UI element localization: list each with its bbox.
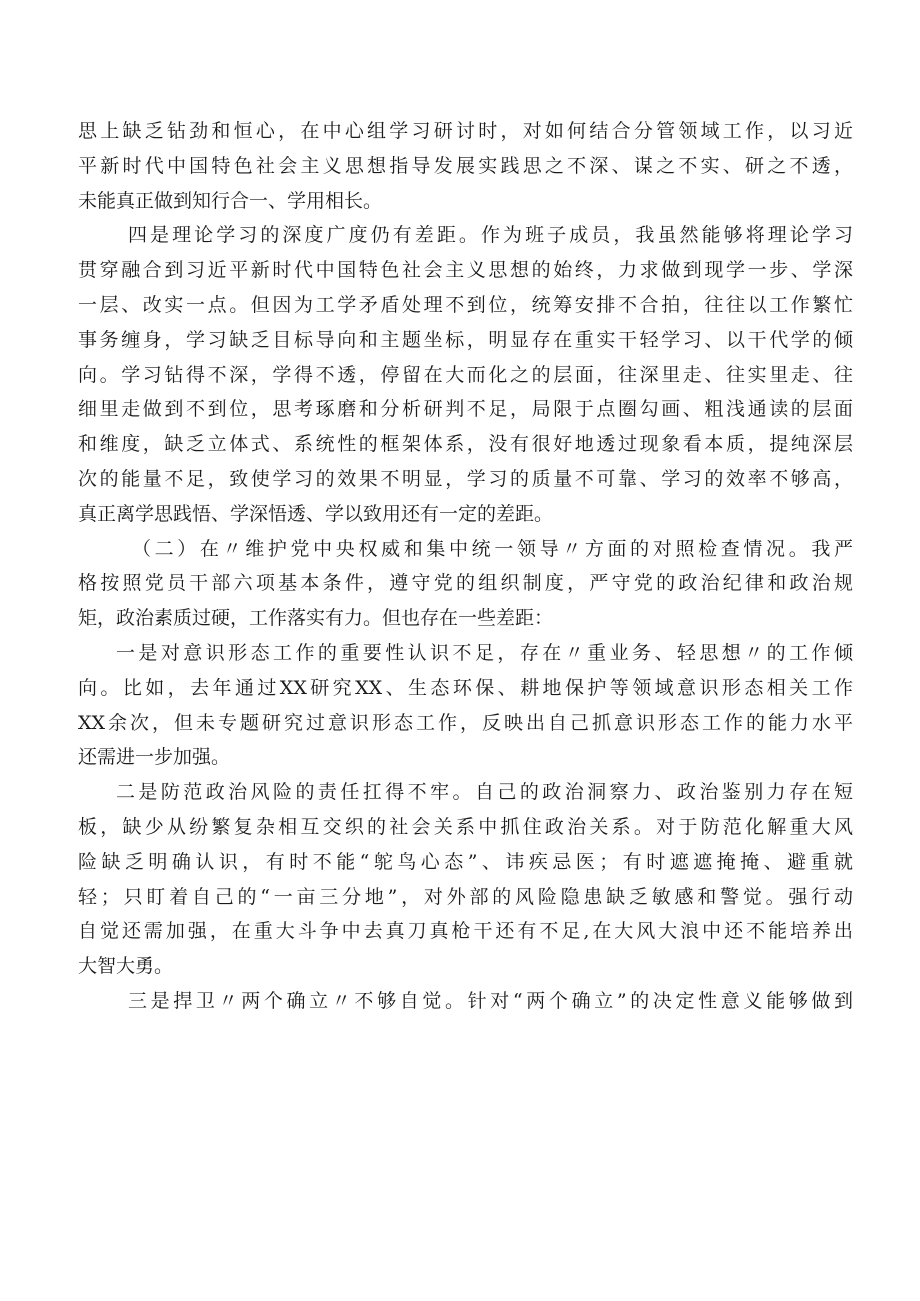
text-line: 还需进一步加强。: [78, 746, 231, 769]
text-line: 大智大勇。: [78, 955, 174, 978]
text-line: 向。比如，去年通过XX研究XX、生态环保、耕地保护等领域意识形态相关工作: [78, 676, 853, 699]
text-line: 细里走做到不到位，思考琢磨和分析研判不足，局限于点圈勾画、粗浅通读的层面: [78, 398, 853, 421]
text-line: XX余次，但未专题研究过意识形态工作，反映出自己抓意识形态工作的能力水平: [78, 711, 853, 734]
text-line: 真正离学思践悟、学深悟透、学以致用还有一定的差距。: [78, 502, 554, 525]
text-line: 思上缺乏钻劲和恒心，在中心组学习研讨时，对如何结合分管领域工作，以习近: [78, 120, 853, 142]
text-line: 矩，政治素质过硬，工作落实有力。但也存在一些差距：: [78, 607, 554, 630]
text-line: 未能真正做到知行合一、学用相长。: [78, 189, 383, 212]
paragraph-start-line: 二是防范政治风险的责任扛得不牢。自己的政治洞察力、政治鉴别力存在短: [116, 781, 853, 804]
text-line: 事务缠身，学习缺乏目标导向和主题坐标，明显存在重实干轻学习、以干代学的倾: [78, 328, 853, 351]
paragraph-start-line: 四是理论学习的深度广度仍有差距。作为班子成员，我虽然能够将理论学习: [128, 224, 853, 247]
text-line: 板，缺少从纷繁复杂相互交织的社会关系中抓住政治关系。对于防范化解重大风: [78, 815, 853, 838]
document-body: [78, 114, 853, 1019]
paragraph-start-line: 一是对意识形态工作的重要性认识不足，存在〃重业务、轻思想〃的工作倾: [116, 641, 853, 664]
text-line: 格按照党员干部六项基本条件，遵守党的组织制度，严守党的政治纪律和政治规: [78, 572, 853, 595]
text-line: 贯穿融合到习近平新时代中国特色社会主义思想的始终，力求做到现学一步、学深: [78, 259, 853, 282]
text-line: 平新时代中国特色社会主义思想指导发展实践思之不深、谋之不实、研之不透，: [78, 154, 853, 177]
text-line: 自觉还需加强，在重大斗争中去真刀真枪干还有不足,在大风大浪中还不能培养出: [78, 920, 853, 943]
text-line: 次的能量不足，致使学习的效果不明显，学习的质量不可靠、学习的效率不够高，: [78, 467, 853, 490]
text-line: 向。学习钻得不深，学得不透，停留在大而化之的层面，往深里走、往实里走、往: [78, 363, 853, 386]
section-heading-line: （二）在〃维护党中央权威和集中统一领导〃方面的对照检查情况。我严: [132, 537, 853, 560]
paragraph-start-line: 三是捍卫〃两个确立〃不够自觉。针对“两个确立”的决定性意义能够做到: [128, 989, 853, 1012]
text-line: 轻；只盯着自己的“一亩三分地”，对外部的风险隐患缺乏敏感和警觉。强行动: [78, 885, 853, 908]
text-line: 一层、改实一点。但因为工学矛盾处理不到位，统筹安排不合拍，往往以工作繁忙: [78, 293, 853, 316]
text-line: 和维度，缺乏立体式、系统性的框架体系，没有很好地透过现象看本质，提纯深层: [78, 433, 853, 456]
text-line: 险缺乏明确认识，有时不能“鸵鸟心态”、讳疾忌医；有时遮遮掩掩、避重就: [78, 850, 853, 873]
